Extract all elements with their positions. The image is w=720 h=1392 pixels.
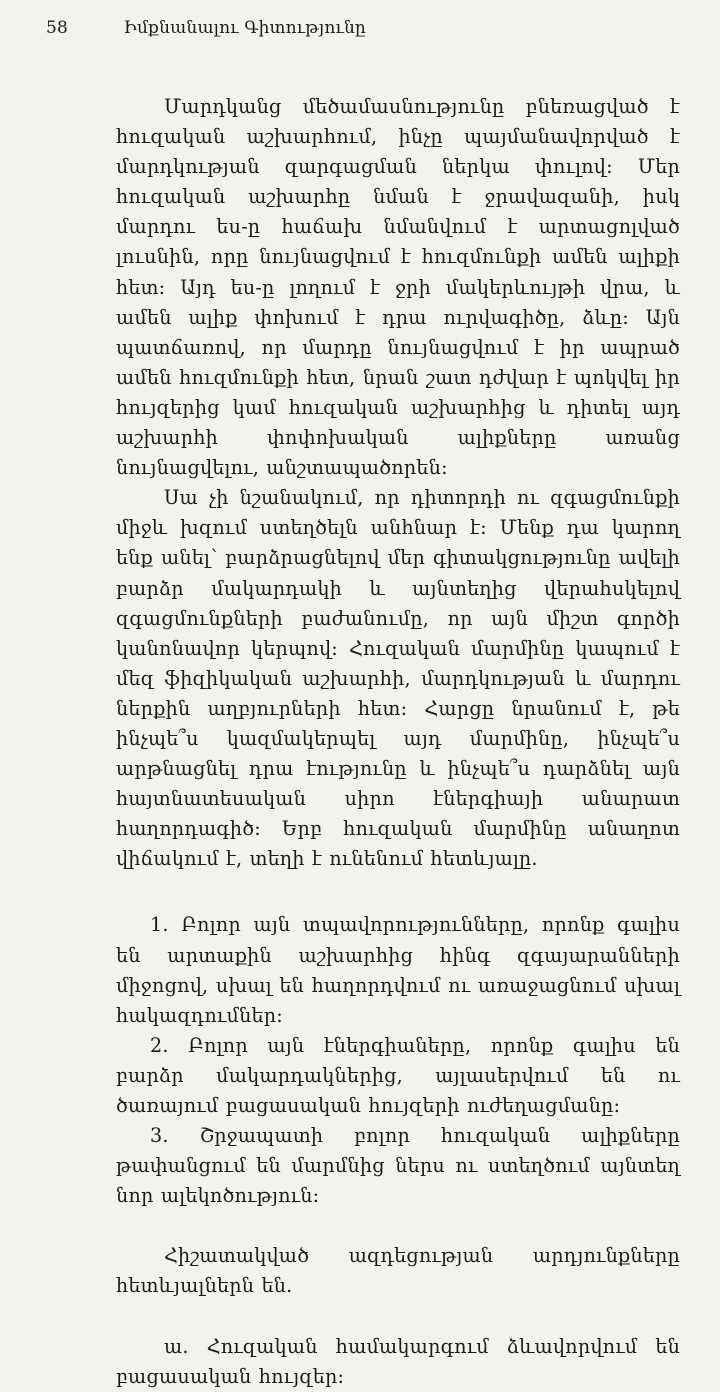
list-item-3: 3. Շրջապատի բոլոր հուզական ալիքները թափանցում են մարմնից ներս ու ստեղծում այնտեղ նոր ալեկոծություն:	[116, 1124, 680, 1208]
body-text	[116, 92, 680, 1392]
list-item-1: 1. Բոլոր այն տպավորությունները, որոնք գալիս են արտաքին աշխարհից հինգ զգայարանների միջոցով, սխալ են հաղորդվում ու առաջացնում սխալ հակազդումներ:	[116, 913, 680, 1027]
page-number: 58	[46, 18, 69, 38]
list-item-2: 2. Բոլոր այն էներգիաները, որոնք գալիս են բարձր մակարդակներից, այլասերվում են ու ծառայում բացասական հույզերի ուժեղացմանը:	[116, 1033, 680, 1117]
page-header	[46, 18, 366, 38]
running-title: Իմքնանալու Գիտությունը	[123, 18, 367, 38]
summary-paragraph: Հիշատակված ազդեցության արդյունքները հետևյալներն են.	[116, 1244, 680, 1298]
point-a-paragraph: ա. Հուզական համակարգում ձևավորվում են բացասական հույզեր:	[116, 1334, 680, 1388]
paragraph-1: Մարդկանց մեծամասնությունը բնեռացված է հուզական աշխարհում, ինչը պայմանավորված է մարդկության զարգացման ներկա փուլով: Մեր հուզական աշխարհը նման է ջրավազանի, իսկ մարդու ես-ը հաճախ նմանվում է արտացոլված լուսնին, որը նույնացվում է հուզմունքի ամեն ալիքի հետ: Այդ ես-ը լողում է ջրի մակերևույթի վրա, և ամեն ալիք փոխում է դրա ուրվագիծը, ձևը: Այն պատճառով, որ մարդը նույնացվում է իր ապրած ամեն հուզմունքի հետ, նրան շատ դժվար է պոկվել իր հույզերից կամ հուզական աշխարհից և դիտել այդ աշխարհի փոփոխական ալիքները առանց նույնացվելու, անշտապածորեն:	[116, 95, 680, 480]
paragraph-2: Սա չի նշանակում, որ դիտորդի ու զգացմունքի միջև խզում ստեղծելն անհնար է: Մենք դա կարող ենք անել՝ բարձրացնելով մեր գիտակցությունը ավելի բարձր մակարդակի և այնտեղից վերահսկելով զգացմունքների բաժանումը, որ այն միշտ գործի կանոնավոր կերպով: Հուզական մարմինը կապում է մեզ ֆիզիկական աշխարհի, մարդկության և մարդու ներքին աղբյուրների հետ: Հարցը նրանում է, թե ինչպե՞ս կազմակերպել այդ մարմինը, ինչպե՞ս արթնացնել դրա էությունը և ինչպե՞ս դարձնել այն հայտնատեսական սիրո էներգիայի անարատ հաղորդագիծ: Երբ հուզական մարմինը անաղոտ վիճակում է, տեղի է ունենում հետևյալը.	[116, 486, 680, 871]
